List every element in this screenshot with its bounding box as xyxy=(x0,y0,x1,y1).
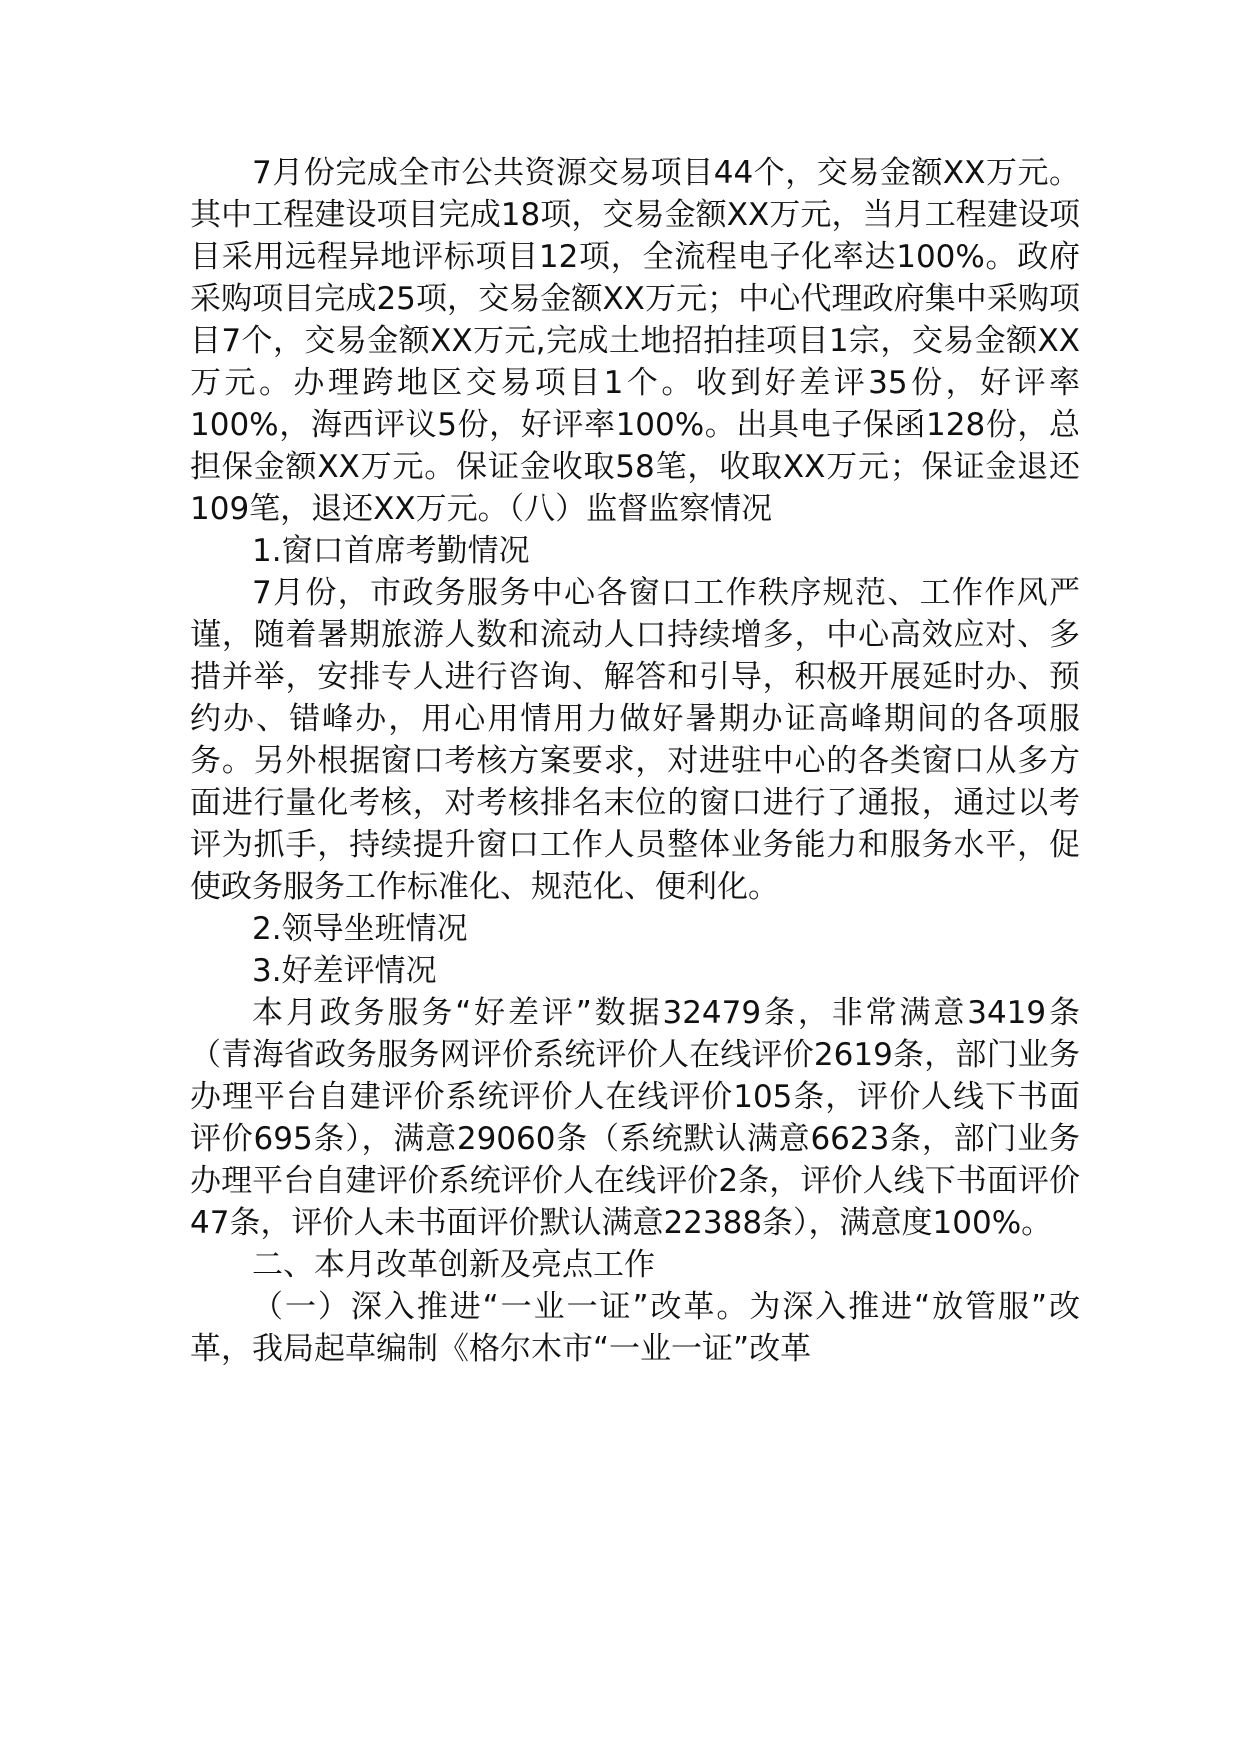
paragraph-one-industry-one-license: （一）深入推进“一业一证”改革。为深入推进“放管服”改革，我局起草编制《格尔木市“一业一证”改革 xyxy=(190,1289,1080,1367)
heading-reform-innovation: 二、本月改革创新及亮点工作 xyxy=(252,1247,655,1283)
heading-good-bad-reviews: 3.好差评情况 xyxy=(252,953,437,989)
paragraph-review-data: 本月政务服务“好差评”数据32479条，非常满意3419条（青海省政务服务网评价系统评价人在线评价2619条，部门业务办理平台自建评价系统评价人在线评价105条，评价人线下书面评价695条），满意29060条（系统默认满意6623条，部门业务办理平台自建评价系统评价人在线评价2条，评价人线下书面评价47条，评价人未书面评价默认满意22388条），满意度100%。 xyxy=(190,995,1080,1241)
heading-window-attendance: 1.窗口首席考勤情况 xyxy=(252,533,530,569)
paragraph-window-work-order: 7月份，市政务服务中心各窗口工作秩序规范、工作作风严谨，随着暑期旅游人数和流动人口持续增多，中心高效应对、多措并举，安排专人进行咨询、解答和引导，积极开展延时办、预约办、错峰办，用心用情用力做好暑期办证高峰期间的各项服务。另外根据窗口考核方案要求，对进驻中心的各类窗口从多方面进行量化考核，对考核排名末位的窗口进行了通报，通过以考评为抓手，持续提升窗口工作人员整体业务能力和服务水平，促使政务服务工作标准化、规范化、便利化。 xyxy=(190,575,1080,905)
paragraph-public-resource-trading: 7月份完成全市公共资源交易项目44个，交易金额XX万元。其中工程建设项目完成18项，交易金额XX万元，当月工程建设项目采用远程异地评标项目12项，全流程电子化率达100%。政府采购项目完成25项，交易金额XX万元；中心代理政府集中采购项目7个，交易金额XX万元,完成土地招拍挂项目1宗，交易金额XX万元。办理跨地区交易项目1个。收到好差评35份，好评率100%，海西评议5份，好评率100%。出具电子保函128份，总担保金额XX万元。保证金收取58笔，收取XX万元；保证金退还109笔，退还XX万元。（八）监督监察情况 xyxy=(190,155,1080,527)
document-page xyxy=(190,152,1080,1370)
heading-leader-on-duty: 2.领导坐班情况 xyxy=(252,911,468,947)
